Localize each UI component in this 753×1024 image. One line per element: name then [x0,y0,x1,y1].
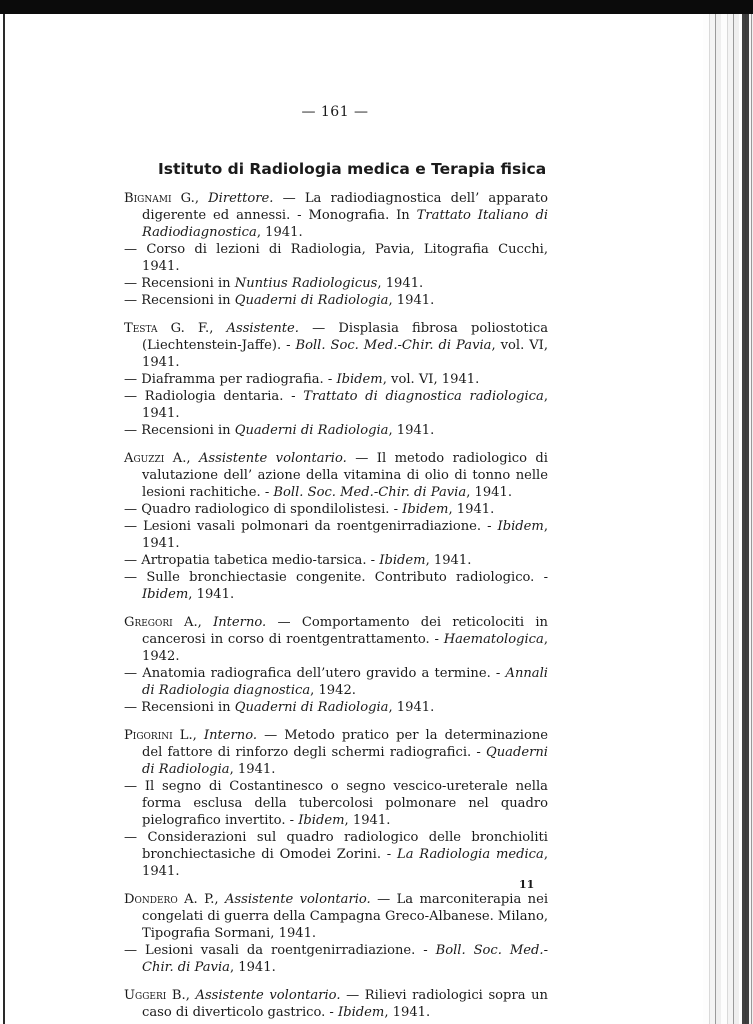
citation-text: — Il segno di Costantinesco o segno vescico-ureterale nella forma esclusa della tubercolosi polmonare nel quadro pielografico invertito. - [124,779,548,828]
citation-text: — Radiologia dentaria. - [124,389,304,404]
bibliography-entry [124,699,548,716]
citation-text: , 1941. [229,960,276,975]
citation-text: , 1941. [229,762,276,777]
entry-role: Interno. [203,728,258,743]
entry-group-spacer [124,603,548,614]
citation-source: Quaderni di Radiologia [142,745,548,777]
citation-text: — Recensioni in [124,293,235,308]
bibliography-entry [124,388,548,422]
citation-text: , 1942. [142,632,548,664]
scan-top-border [0,0,753,14]
citation-source: Haematologica [443,632,544,647]
citation-source: Trattato Italiano di Radiodiagnostica [142,208,549,240]
citation-text: , 1941. [377,276,424,291]
scan-binding-shadow [742,14,749,1024]
citation-text: — Metodo pratico per la determinazione del fattore di rinforzo degli schermi radiografici. - [142,728,549,760]
citation-text: — Considerazioni sul quadro radiologico delle bronchioliti bronchiectasiche di Omodei Zorini. - [124,830,548,862]
citation-text: , 1941. [388,423,435,438]
entry-author: Dondero A. P. [124,892,215,907]
bibliography-entry: Testa G. F., Assistente. — Displasia fibrosa poliostotica (Liechtenstein-Jaffe). - Boll. Soc. Med.-Chir. di Pavia, vol. VI, 1941. [124,321,548,370]
bibliography-entry: Aguzzi A., Assistente volontario. — Il metodo radiologico di valutazione dell’ azione della vitamina di olio di tonno nelle lesioni rachitiche. - Boll. Soc. Med.-Chir. di Pavia, 1941. [124,451,548,500]
citation-text: , 1941. [142,519,548,551]
citation-text: , 1941. [188,587,235,602]
citation-text: — Sulle bronchiectasie congenite. Contributo radiologico. - [124,570,548,585]
citation-source: Ibidem [298,813,345,828]
citation-text: — Comportamento dei reticolociti in cancerosi in corso di roentgentrattamento. - [142,615,548,647]
entry-group-spacer [124,439,548,450]
citation-text: , 1941. [425,553,472,568]
citation-text: , vol. VI, 1941. [382,372,480,387]
citation-text: — Diaframma per radiografia. - [124,372,337,387]
entry-role: Assistente volontario. [195,988,341,1003]
citation-source: Ibidem [402,502,449,517]
citation-text: — Artropatia tabetica medio-tarsica. - [124,553,380,568]
entry-role: Assistente volontario. [224,892,371,907]
citation-text: — Displasia fibrosa poliostotica (Liechtenstein-Jaffe). - [142,321,548,353]
citation-source: Annali di Radiologia diagnostica [142,666,548,698]
citation-source: Quaderni di Radiologia [234,700,389,715]
citation-source: Boll. Soc. Med.-Chir. di Pavia [142,943,548,975]
entry-role: Assistente. [226,321,299,336]
entry-group-spacer [124,976,548,987]
entry-group-spacer [124,716,548,727]
section-title: Istituto di Radiologia medica e Terapia fisica [158,160,547,178]
bibliography-entry: Dondero A. P., Assistente volontario. — La marconiterapia nei congelati di guerra della Campagna Greco-Albanese. Milano, Tipografia Sormani, 1941. [124,892,549,941]
bibliography-entry [124,778,548,829]
bibliography-entry: Pigorini L., Interno. — Metodo pratico per la determinazione del fattore di rinforzo degli schermi radiografici. - Quaderni di Radiologia, 1941. [124,728,549,777]
citation-source: La Radiologia medica [397,847,544,862]
entry-role: Assistente volontario. [198,451,347,466]
bibliography-entry [124,371,548,388]
scan-left-edge [3,14,5,1024]
citation-source: Ibidem [142,587,189,602]
bibliography-entry [124,275,548,292]
citation-text: , vol. VI, 1941. [142,338,548,370]
citation-source: Boll. Soc. Med.-Chir. di Pavia [273,485,467,500]
bibliography-entry [124,422,548,439]
entry-author: Gregori A. [124,615,198,630]
citation-text: , 1942. [310,683,356,698]
citation-text: — La radiodiagnostica dell’ apparato digerente ed annessi. - Monografia. In [142,191,548,223]
citation-text: — Quadro radiologico di spondilolistesi. - [124,502,403,517]
citation-text: , 1941. [256,225,303,240]
citation-source: Quaderni di Radiologia [234,293,389,308]
bibliography-entry [124,501,548,518]
citation-text: , 1941. [388,293,435,308]
citation-source: Ibidem [336,372,383,387]
citation-source: Trattato di diagnostica radiologica [303,389,544,404]
bibliography-entry [124,665,548,699]
bibliography-entry [124,942,548,976]
bibliography-entry [124,552,548,569]
citation-text: — Recensioni in [124,423,235,438]
citation-text: — Rilievi radiologici sopra un caso di diverticolo gastrico. - [142,988,548,1020]
bibliography-entry [124,518,548,552]
entry-group-spacer [124,880,548,891]
entry-author: Uggeri B. [124,988,186,1003]
citation-source: Ibidem [497,519,544,534]
entry-author: Bignami G. [124,191,195,206]
citation-text: — Anatomia radiografica dell’utero gravido a termine. - [124,666,506,681]
citation-text: — Recensioni in [124,700,235,715]
citation-source: Ibidem [379,553,426,568]
citation-text: — Lesioni vasali polmonari da roentgenirradiazione. - [124,519,498,534]
bibliography-entry: Bignami G., Direttore. — La radiodiagnostica dell’ apparato digerente ed annessi. - Monografia. In Trattato Italiano di Radiodiagnostica, 1941. [124,191,549,240]
citation-text: , 1941. [388,700,435,715]
publication-list [124,190,548,1021]
bibliography-entry [124,292,548,309]
bibliography-entry [124,569,548,603]
entry-group-spacer [124,309,548,320]
entry-author: Aguzzi A. [124,451,187,466]
citation-text: — La marconiterapia nei congelati di guerra della Campagna Greco-Albanese. Milano, Tipografia Sormani, 1941. [142,892,549,941]
citation-text: , 1941. [466,485,512,500]
citation-text: , 1941. [448,502,495,517]
citation-text: , 1941. [344,813,391,828]
bibliography-entry [124,829,548,880]
entry-role: Direttore. [208,191,274,206]
citation-source: Nuntius Radiologicus [234,276,378,291]
citation-source: Ibidem [338,1005,385,1020]
bibliography-entry: Gregori A., Interno. — Comportamento dei reticolociti in cancerosi in corso di roentgentrattamento. - Haematologica, 1942. [124,615,548,664]
entry-author: Testa G. F. [124,321,210,336]
citation-source: Boll. Soc. Med.-Chir. di Pavia [295,338,492,353]
citation-text: — Corso di lezioni di Radiologia, Pavia, Litografia Cucchi, 1941. [124,242,548,274]
signature-mark: 11 [519,878,535,891]
citation-text: — Lesioni vasali da roentgenirradiazione. - [124,943,436,958]
citation-text: — Il metodo radiologico di valutazione dell’ azione della vitamina di olio di tonno nelle lesioni rachitiche. - [142,451,548,500]
bibliography-entry: Uggeri B., Assistente volontario. — Rilievi radiologici sopra un caso di diverticolo gastrico. - Ibidem, 1941. [124,988,548,1020]
entry-author: Pigorini L. [124,728,193,743]
citation-source: Quaderni di Radiologia [234,423,389,438]
citation-text: , 1941. [142,389,548,421]
bibliography-entry [124,241,548,275]
citation-text: — Recensioni in [124,276,235,291]
citation-text: , 1941. [384,1005,431,1020]
entry-role: Interno. [213,615,267,630]
citation-text: , 1941. [142,847,548,879]
page-number: — 161 — [301,104,369,120]
